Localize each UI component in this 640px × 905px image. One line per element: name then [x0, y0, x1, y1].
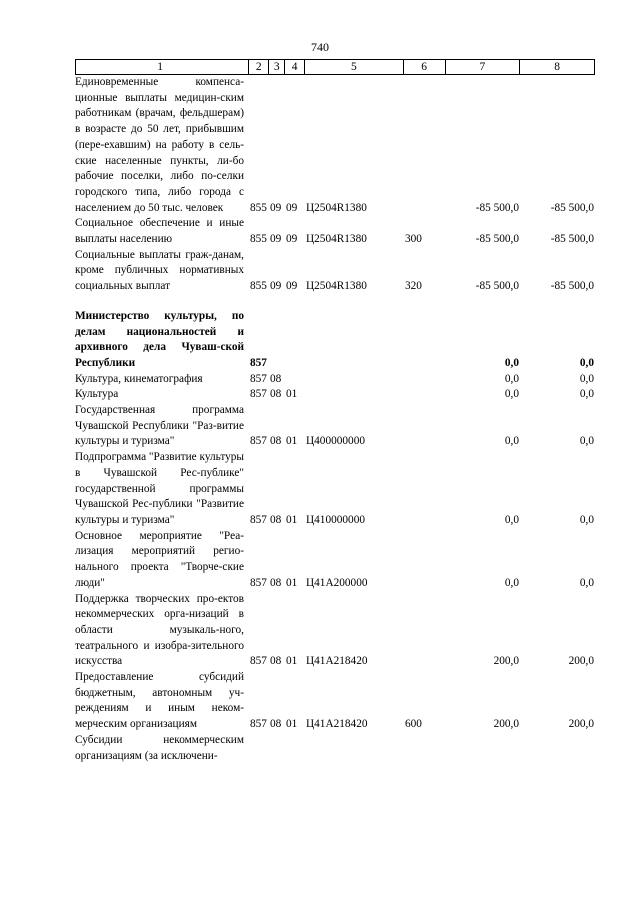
row-section: 08: [270, 718, 282, 731]
row-subsection: 01: [286, 655, 298, 668]
row-subsection: 01: [286, 718, 298, 731]
row-name: Единовременные компенса-ционные выплаты медицин-ским работникам (врачам, фельдшерам) в возрасте до 50 лет, прибывшим (пере-ехавшим) на работу в сель-ские населенные пункты, ли-бо рабочие поселки, либо по-селки городского типа, либо города с населением до 50 тыс. человек: [75, 76, 244, 214]
row-amount-year2: 0,0: [579, 356, 594, 369]
row-ministry-code: 855: [250, 201, 267, 214]
row-amount-year1: 200,0: [493, 655, 519, 668]
row-amount-year1: -85 500,0: [475, 201, 519, 214]
row-amount-year2: -85 500,0: [550, 233, 594, 246]
row-amount-year2: 0,0: [579, 576, 594, 589]
row-amount-year1: 0,0: [504, 513, 519, 526]
row-name: Предоставление субсидий бюджетным, автономным уч-реждениям и иным неком-мерческим организациям: [75, 671, 244, 731]
header-col-4: 4: [284, 60, 304, 74]
row-amount-year1: -85 500,0: [475, 233, 519, 246]
table-row: [75, 403, 595, 450]
table-row-ministry: [75, 309, 595, 372]
row-amount-year2: 0,0: [579, 435, 594, 448]
row-amount-year2: 0,0: [579, 372, 594, 385]
row-amount-year1: 0,0: [504, 356, 519, 369]
row-ministry-code: 857: [250, 356, 267, 369]
row-section: 08: [270, 513, 282, 526]
row-amount-year2: 200,0: [568, 655, 594, 668]
row-amount-year1: 0,0: [504, 576, 519, 589]
row-subsection: 01: [286, 513, 298, 526]
row-ministry-code: 857: [250, 576, 267, 589]
table-row: [75, 387, 595, 403]
header-col-5: 5: [304, 60, 403, 74]
row-amount-year2: 0,0: [579, 388, 594, 401]
row-subsection: 01: [286, 435, 298, 448]
row-name: Подпрограмма "Развитие культуры в Чувашской Рес-публике" государственной программы Чувашской Рес-публики "Развитие культуры и туризма": [75, 451, 245, 526]
row-target-article: Ц400000000: [306, 435, 365, 448]
row-subsection: 09: [286, 233, 298, 246]
row-ministry-code: 857: [250, 513, 267, 526]
row-target-article: Ц2504R1380: [306, 201, 367, 214]
row-name: Основное мероприятие "Реа-лизация мероприятий регио-нального проекта "Творче-ские люди": [75, 529, 244, 589]
table-row: [75, 372, 595, 388]
row-name: Социальное обеспечение и иные выплаты населению: [75, 217, 244, 246]
row-target-article: Ц41A218420: [306, 655, 368, 668]
row-amount-year2: -85 500,0: [550, 201, 594, 214]
row-name: Государственная программа Чувашской Республики "Раз-витие культуры и туризма": [75, 404, 244, 448]
row-target-article: Ц2504R1380: [306, 233, 367, 246]
row-name: Министерство культуры, по делам национальностей и архивного дела Чуваш-ской Республики: [75, 309, 244, 369]
row-name: Культура, кинематография: [75, 372, 203, 385]
table-row: [75, 670, 595, 733]
header-col-1: 1: [157, 61, 164, 73]
row-ministry-code: 855: [250, 233, 267, 246]
row-section: 08: [270, 372, 282, 385]
row-amount-year1: 0,0: [504, 388, 519, 401]
row-target-article: Ц2504R1380: [306, 280, 367, 293]
header-col-7: 7: [445, 60, 520, 74]
row-ministry-code: 857: [250, 388, 267, 401]
row-section: 08: [270, 655, 282, 668]
header-col-3: 3: [268, 60, 284, 74]
row-section: 09: [270, 233, 282, 246]
row-section: 08: [270, 435, 282, 448]
row-expense-type: 600: [405, 718, 422, 731]
header-col-8: 8: [519, 60, 594, 74]
table-row: [75, 529, 595, 592]
table-header-row: [75, 59, 595, 75]
row-section: 09: [270, 201, 282, 214]
row-name: Поддержка творческих про-ектов некоммерческих орга-низаций в области музыкаль-ного, театрального и изобра-зительного искусства: [75, 592, 244, 668]
row-amount-year2: -85 500,0: [550, 280, 594, 293]
header-col-2: 2: [248, 60, 268, 74]
row-amount-year2: 0,0: [579, 513, 594, 526]
page-number: 740: [311, 40, 329, 54]
row-subsection: 01: [286, 388, 298, 401]
row-ministry-code: 857: [250, 655, 267, 668]
row-ministry-code: 857: [250, 372, 267, 385]
row-subsection: 01: [286, 576, 298, 589]
budget-table: [75, 59, 595, 764]
row-amount-year1: 0,0: [504, 372, 519, 385]
row-amount-year1: 200,0: [493, 718, 519, 731]
row-name: Культура: [75, 388, 119, 401]
row-name: Субсидии некоммерческим организациям (за исключени-: [75, 733, 244, 762]
row-ministry-code: 857: [250, 435, 267, 448]
row-amount-year1: -85 500,0: [475, 280, 519, 293]
row-name: Социальные выплаты граж-данам, кроме публичных нормативных социальных выплат: [75, 248, 244, 293]
table-row: [75, 75, 595, 216]
row-expense-type: 320: [405, 280, 422, 293]
row-subsection: 09: [286, 201, 298, 214]
row-target-article: Ц41A200000: [306, 576, 368, 589]
row-ministry-code: 857: [250, 718, 267, 731]
table-row: [75, 592, 595, 671]
table-row: [75, 450, 595, 529]
row-expense-type: 300: [405, 233, 422, 246]
row-amount-year1: 0,0: [504, 435, 519, 448]
table-row: [75, 216, 595, 247]
row-target-article: Ц410000000: [306, 513, 365, 526]
row-amount-year2: 200,0: [568, 718, 594, 731]
table-row: [75, 248, 595, 295]
row-target-article: Ц41A218420: [306, 718, 368, 731]
row-ministry-code: 855: [250, 280, 267, 293]
header-col-6: 6: [403, 60, 445, 74]
row-section: 09: [270, 280, 282, 293]
row-section: 08: [270, 576, 282, 589]
row-subsection: 09: [286, 280, 298, 293]
table-row: [75, 733, 595, 764]
row-section: 08: [270, 388, 282, 401]
